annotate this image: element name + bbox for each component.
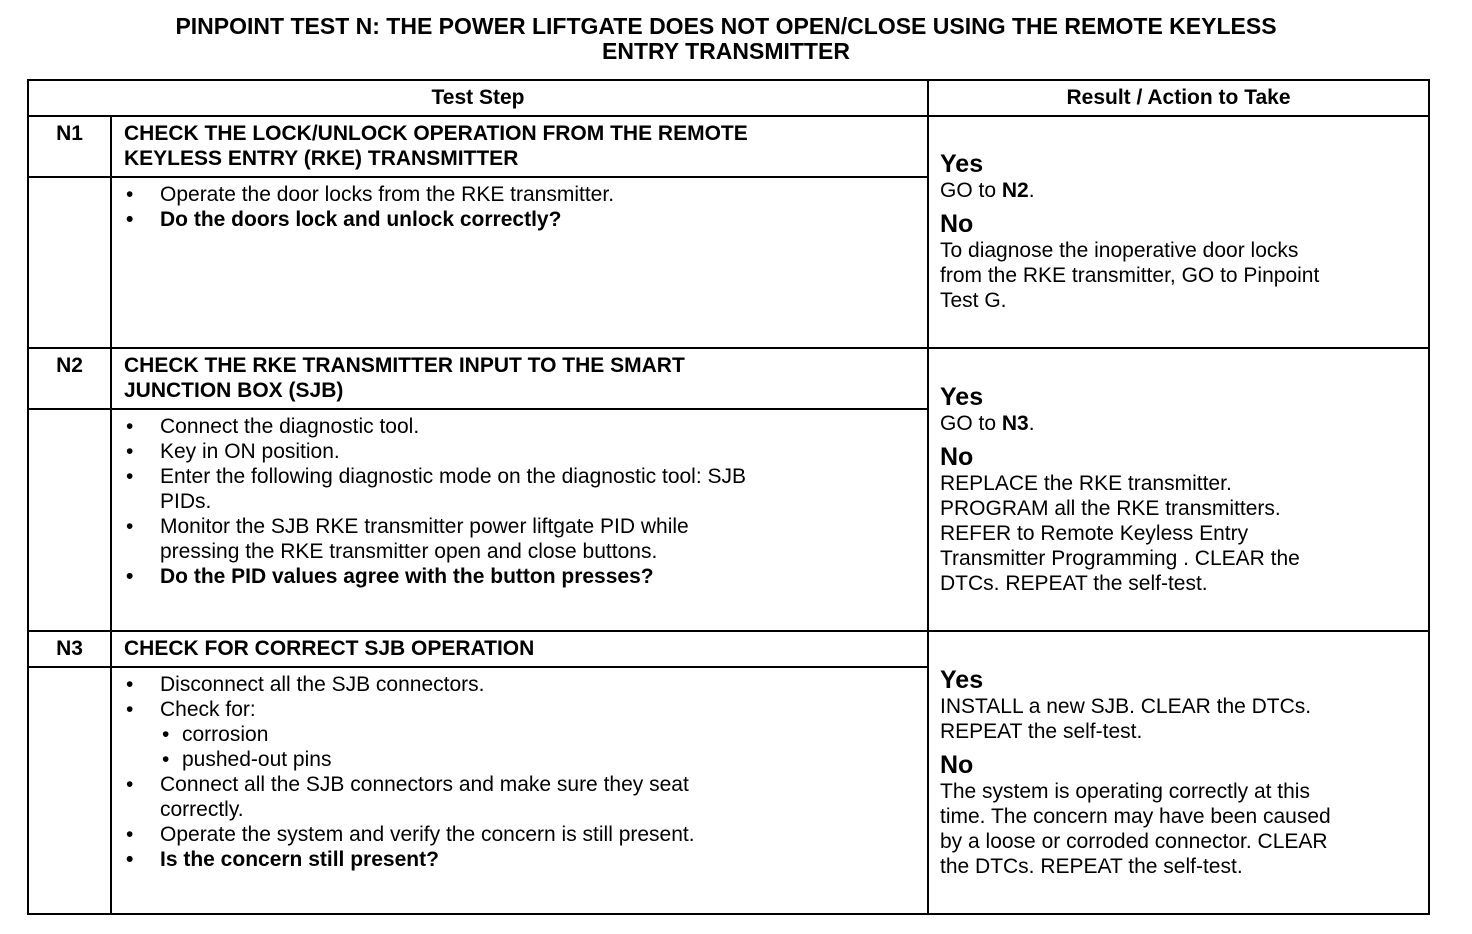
yes-action: GO to N2. (940, 179, 1035, 202)
step-heading (111, 348, 928, 409)
step-id: N3 (28, 631, 111, 667)
no-label: No (940, 442, 974, 471)
step-instructions (111, 667, 928, 914)
list-item: • Key in ON position. (126, 440, 340, 463)
sub-list-item: • corrosion (162, 723, 269, 746)
step-reference: N2 (1001, 179, 1029, 202)
step-heading (111, 631, 928, 667)
step-heading-line: JUNCTION BOX (SJB) (124, 379, 344, 402)
step-id-blank (28, 409, 111, 631)
no-action-line: To diagnose the inoperative door locks (940, 239, 1299, 262)
list-item: • Check for: • corrosion • pushed-out pins (124, 697, 917, 772)
sub-list-item: • pushed-out pins (162, 748, 332, 771)
step-id: N1 (28, 116, 111, 177)
step-result (928, 631, 1429, 914)
step-id-blank (28, 177, 111, 348)
no-action-line: REPLACE the RKE transmitter. (940, 471, 1232, 495)
step-question: • Do the PID values agree with the button presses? (126, 565, 654, 588)
table-header-row (28, 80, 1429, 116)
title-line-2: ENTRY TRANSMITTER (602, 38, 850, 64)
page-title (20, 14, 1432, 64)
step-question: • Do the doors lock and unlock correctly? (126, 208, 562, 231)
no-action-line: Test G. (940, 289, 1007, 312)
list-item: • Connect the diagnostic tool. (126, 415, 420, 438)
no-action-line: by a loose or corroded connector. CLEAR (940, 829, 1328, 853)
step-heading-row (28, 348, 1429, 409)
step-heading-row (28, 116, 1429, 177)
step-id-blank (28, 667, 111, 914)
yes-label: Yes (940, 665, 984, 694)
list-item: • Connect all the SJB connectors and make sure they seat correctly. (126, 773, 689, 821)
no-action-line: The system is operating correctly at this (940, 779, 1310, 803)
step-heading-line: CHECK THE LOCK/UNLOCK OPERATION FROM THE REMOTE (124, 122, 748, 145)
title-line-1: PINPOINT TEST N: THE POWER LIFTGATE DOES NOT OPEN/CLOSE USING THE REMOTE KEYLESS (175, 13, 1277, 39)
step-result (928, 348, 1429, 631)
pinpoint-test-table (27, 79, 1430, 915)
step-instructions (111, 177, 928, 348)
no-label: No (940, 750, 974, 779)
step-heading-row (28, 631, 1429, 667)
step-reference: N3 (1001, 411, 1029, 435)
no-action-line: Transmitter Programming . CLEAR the (940, 546, 1300, 570)
yes-action-line: REPEAT the self-test. (940, 719, 1143, 743)
step-heading-line: CHECK THE RKE TRANSMITTER INPUT TO THE SMART (124, 354, 685, 377)
step-result (928, 116, 1429, 348)
step-heading-line: CHECK FOR CORRECT SJB OPERATION (124, 637, 535, 660)
no-label: No (940, 210, 974, 238)
no-action-line: the DTCs. REPEAT the self-test. (940, 854, 1243, 878)
no-action-line: REFER to Remote Keyless Entry (940, 521, 1249, 545)
list-item: • Operate the door locks from the RKE transmitter. (126, 183, 615, 206)
list-item: • Disconnect all the SJB connectors. (126, 673, 485, 696)
step-heading-line: KEYLESS ENTRY (RKE) TRANSMITTER (124, 147, 519, 170)
no-action-line: from the RKE transmitter, GO to Pinpoint (940, 264, 1320, 287)
step-question: • Is the concern still present? (126, 848, 439, 871)
no-action-line: time. The concern may have been caused (940, 804, 1331, 828)
step-instructions (111, 409, 928, 631)
yes-label: Yes (940, 382, 984, 411)
list-item: • Enter the following diagnostic mode on the diagnostic tool: SJB PIDs. (126, 465, 747, 513)
sub-list (160, 722, 917, 772)
yes-action-line: INSTALL a new SJB. CLEAR the DTCs. (940, 694, 1312, 718)
header-test-step: Test Step (28, 80, 928, 116)
header-result-action: Result / Action to Take (928, 80, 1429, 116)
no-action-line: DTCs. REPEAT the self-test. (940, 571, 1208, 595)
list-item: • Monitor the SJB RKE transmitter power liftgate PID while pressing the RKE transmitter open and close buttons. (126, 515, 689, 563)
step-heading (111, 116, 928, 177)
no-action-line: PROGRAM all the RKE transmitters. (940, 496, 1281, 520)
yes-action: GO to N3. (940, 411, 1035, 435)
list-item: • Operate the system and verify the concern is still present. (126, 823, 695, 846)
yes-label: Yes (940, 150, 984, 178)
step-id: N2 (28, 348, 111, 409)
